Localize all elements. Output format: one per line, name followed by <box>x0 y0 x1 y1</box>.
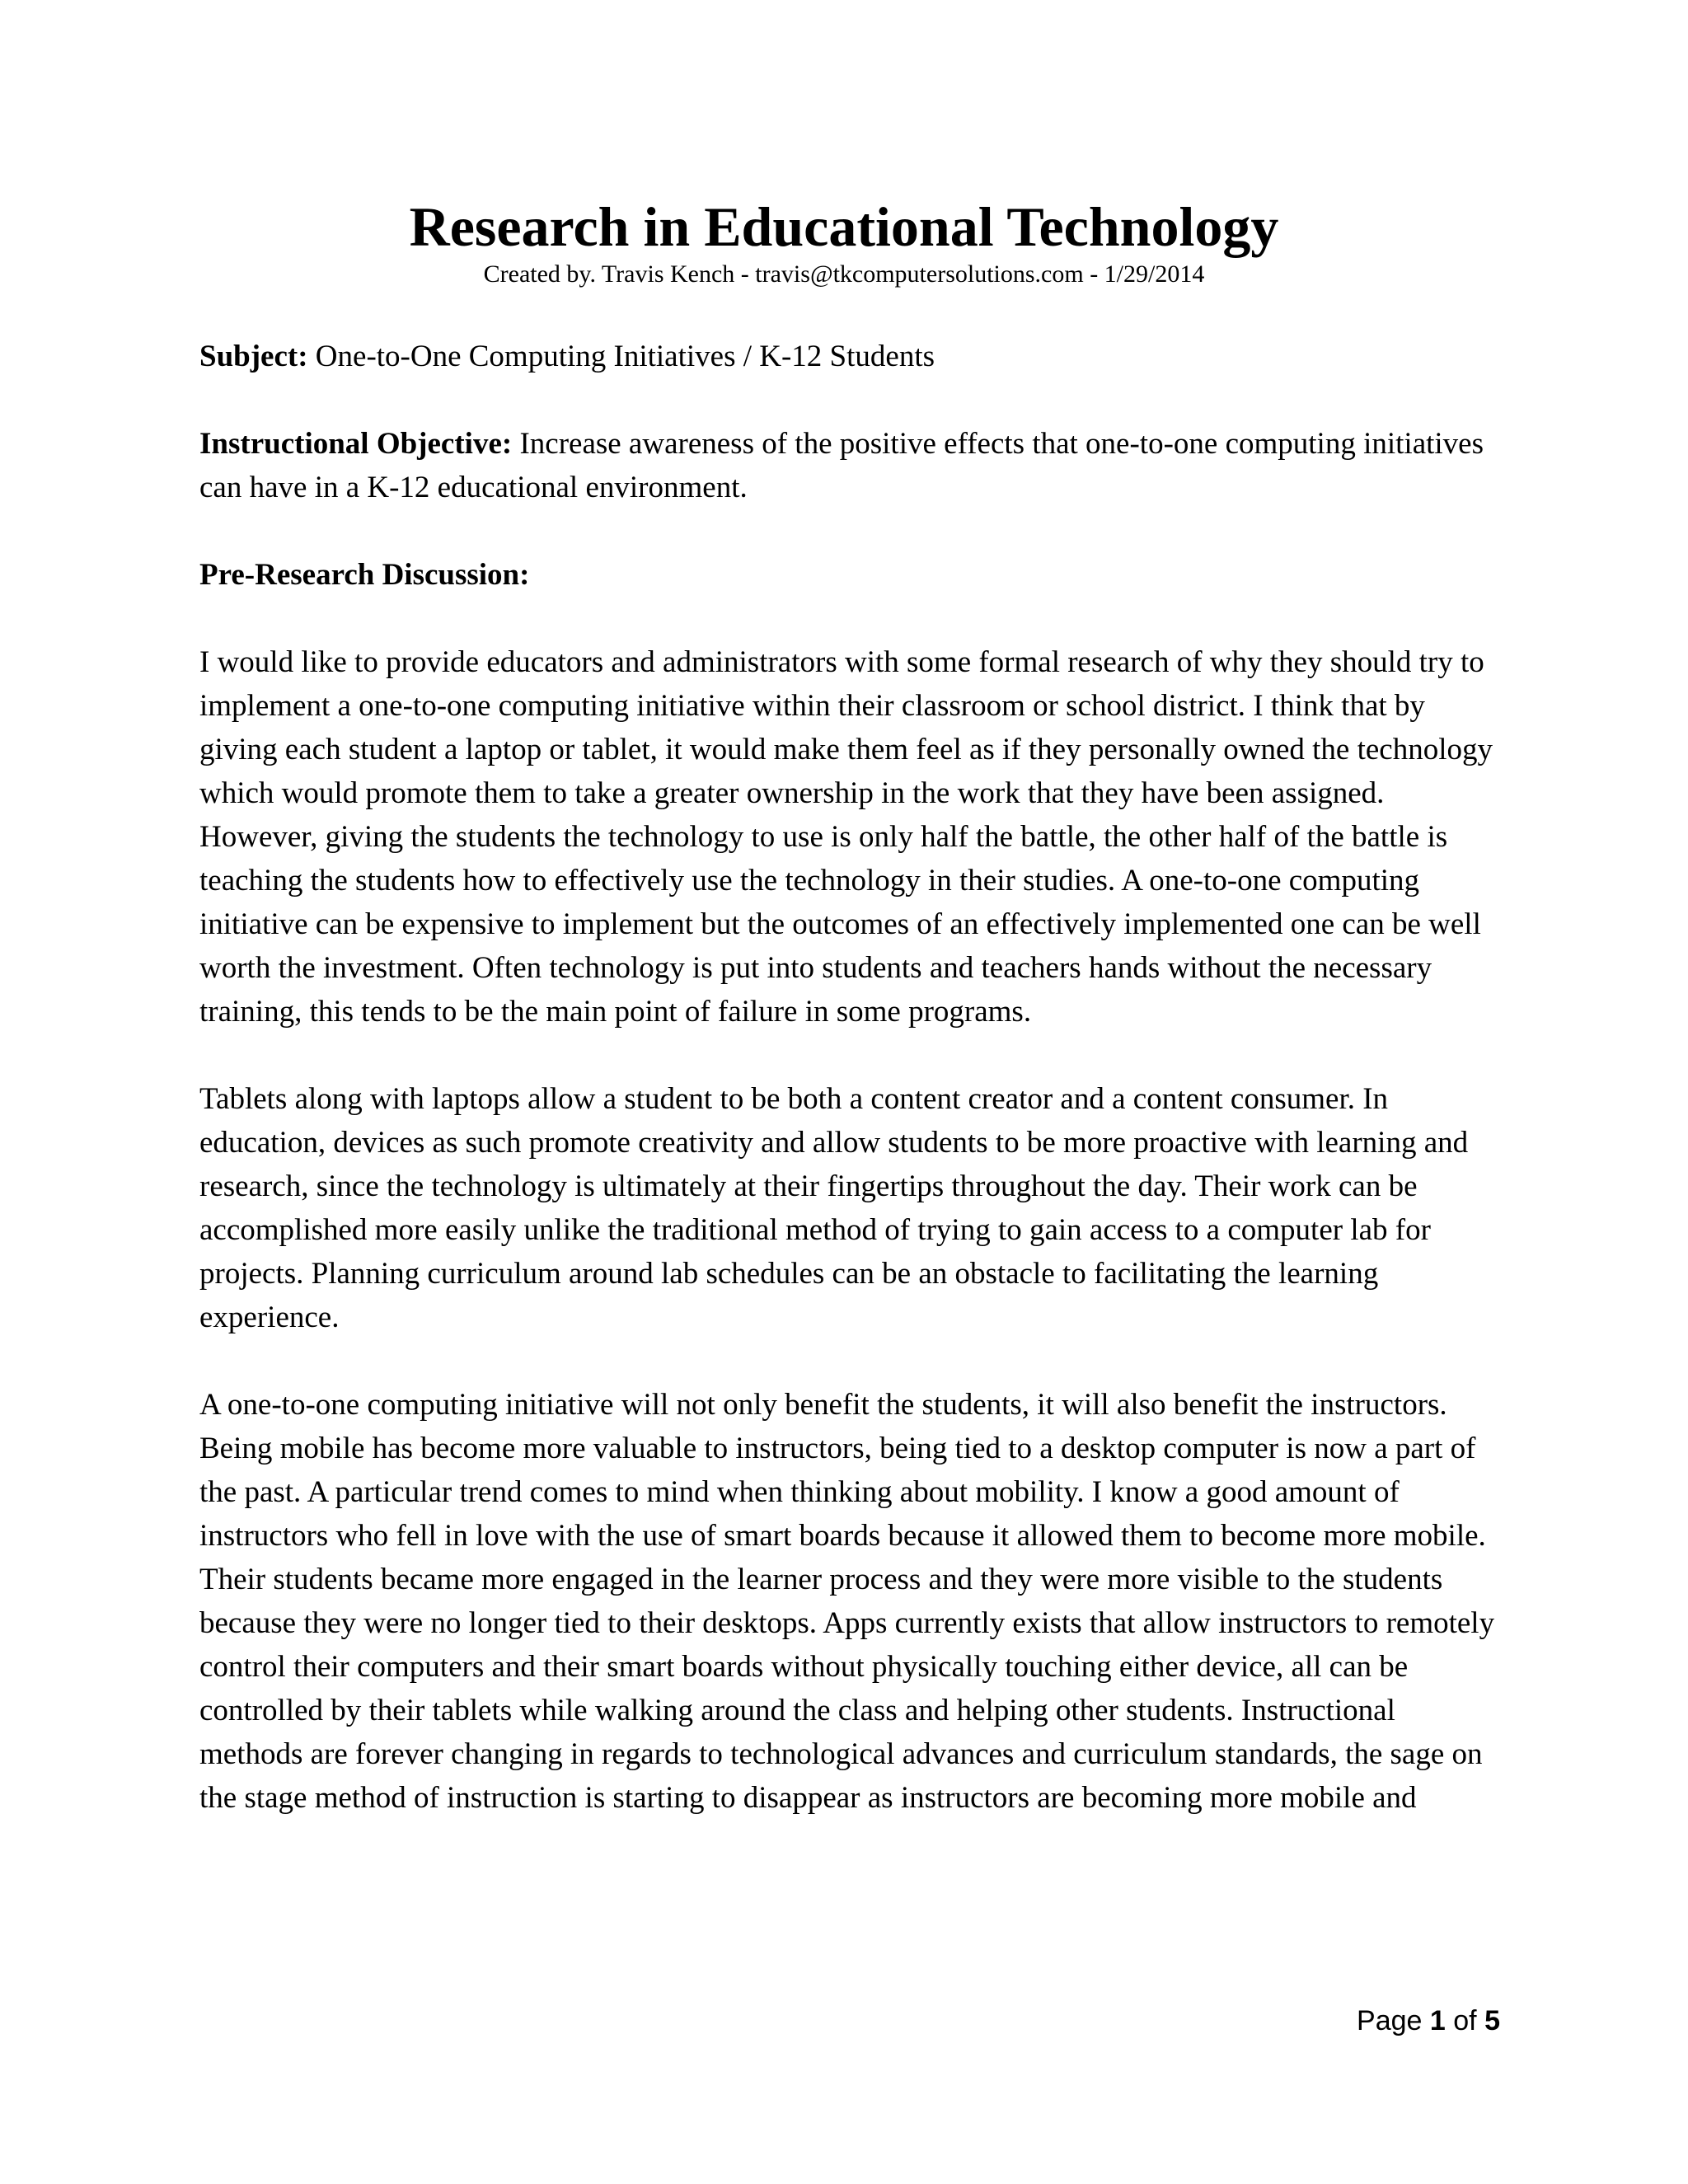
page-total: 5 <box>1484 2005 1500 2036</box>
of-word: of <box>1453 2005 1477 2036</box>
document-body <box>199 335 1502 1863</box>
subject-text: One-to-One Computing Initiatives / K-12 Students <box>307 340 935 373</box>
discussion-heading: Pre-Research Discussion: <box>199 558 530 592</box>
page-current: 1 <box>1429 2005 1446 2036</box>
discussion-paragraph-2: Tablets along with laptops allow a student to be both a content creator and a content consumer. In education, devices as such promote creativity and allow students to be more proactive with learning and research, since the technology is ultimately at their fingertips throughout the day. Their work can be accomplished more easily unlike the traditional method of trying to gain access to a computer lab for projects. Planning curriculum around lab schedules can be an obstacle to facilitating the learning experience. <box>199 1082 1469 1334</box>
page-number <box>1357 2004 1500 2037</box>
document-subtitle: Created by. Travis Kench - travis@tkcomputersolutions.com - 1/29/2014 <box>483 260 1205 288</box>
objective-text: Increase awareness of the positive effects that one-to-one computing initiatives can have in a K-12 educational environment. <box>199 427 1484 504</box>
discussion-paragraph-1: I would like to provide educators and administrators with some formal research of why they should try to implement a one-to-one computing initiative within their classroom or school district. I think that by giving each student a laptop or tablet, it would make them feel as if they personally owned the technology which would promote them to take a greater ownership in the work that they have been assigned. However, giving the students the technology to use is only half the battle, the other half of the battle is teaching the students how to effectively use the technology in their studies. A one-to-one computing initiative can be expensive to implement but the outcomes of an effectively implemented one can be well worth the investment. Often technology is put into students and teachers hands without the necessary training, this tends to be the main point of failure in some programs. <box>199 645 1493 1029</box>
document-title: Research in Educational Technology <box>409 195 1279 258</box>
page-word: Page <box>1357 2005 1423 2036</box>
discussion-paragraph-3: A one-to-one computing initiative will not only benefit the students, it will also benefit the instructors. Being mobile has become more valuable to instructors, being tied to a desktop computer is now a part of the past. A particular trend comes to mind when thinking about mobility. I know a good amount of instructors who fell in love with the use of smart boards because it allowed them to become more mobile. Their students became more engaged in the learner process and they were more visible to the students because they were no longer tied to their desktops. Apps currently exists that allow instructors to remotely control their computers and their smart boards without physically touching either device, all can be controlled by their tablets while walking around the class and helping other students. Instructional methods are forever changing in regards to technological advances and curriculum standards, the sage on the stage method of instruction is starting to disappear as instructors are becoming more mobile and <box>199 1388 1495 1815</box>
objective-line <box>199 422 1502 509</box>
subject-label: Subject: <box>199 340 308 373</box>
title-block <box>0 194 1688 289</box>
objective-label: Instructional Objective: <box>199 427 513 461</box>
subject-line <box>199 335 1502 378</box>
